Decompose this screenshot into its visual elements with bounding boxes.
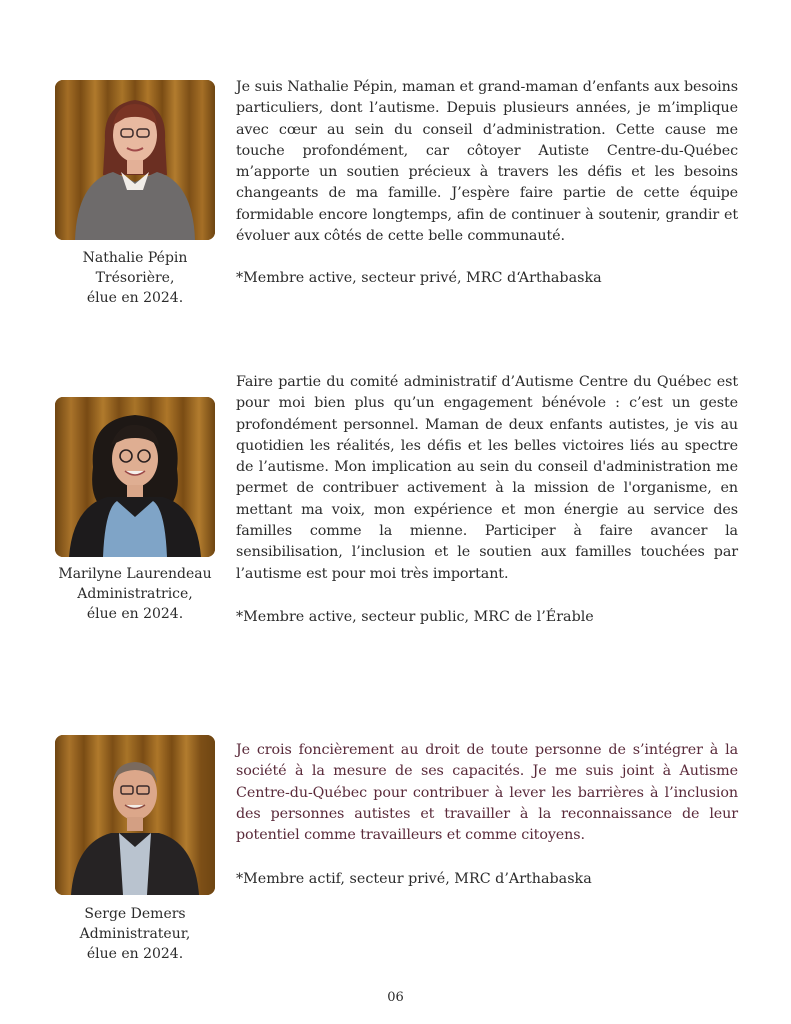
member-name: Nathalie Pépin <box>82 250 188 266</box>
member-bio: Je suis Nathalie Pépin, maman et grand-maman d’enfants aux besoins particuliers, dont l’autisme. Depuis plusieurs années, je m’implique avec cœur au sein du conseil d’administration. Cette cause me touche profondément, car côtoyer Autiste Centre-du-Québec m’apporte un soutien précieux à travers les défis et les besoins changeants de ma famille. J’espère faire partie de cette équipe formidable encore longtemps, afin de continuer à soutenir, grandir et évoluer aux côtés de cette belle communauté. <box>236 79 738 245</box>
portrait-photo-marilyne-laurendeau <box>55 397 215 557</box>
member-elected: élue en 2024. <box>86 290 184 306</box>
member-name: Serge Demers <box>84 906 186 922</box>
member-bio: Faire partie du comité administratif d’Autisme Centre du Québec est pour moi bien plus qu’un engagement bénévole : c’est un geste profondément personnel. Maman de deux enfants autistes, je vis au quotidien les réalités, les défis et les belles victoires liés au spectre de l’autisme. Mon implication au sein du conseil d'administration me permet de contribuer activement à la mission de l'organisme, en mettant ma voix, mon expérience et mon énergie au service des familles comme la mienne. Participer à faire avancer la sensibilisation, l’inclusion et le soutien aux familles touchées par l’autisme est pour moi très important. <box>236 374 738 582</box>
member-elected: élue en 2024. <box>86 946 184 962</box>
member-membership: *Membre actif, secteur privé, MRC d’Arthabaska <box>236 871 592 887</box>
member-caption <box>40 248 230 308</box>
member-name: Marilyne Laurendeau <box>58 566 212 582</box>
member-bio: Je crois foncièrement au droit de toute personne de s’intégrer à la société à la mesure de ses capacités. Je me suis joint à Autisme Centre-du-Québec pour contribuer à lever les barrières à l’inclusion des personnes autistes et travailler à la reconnaissance de leur potentiel comme travailleurs et comme citoyens. <box>236 742 738 844</box>
member-caption <box>40 564 230 624</box>
portrait-photo-serge-demers <box>55 735 215 895</box>
member-elected: élue en 2024. <box>86 606 184 622</box>
member-role: Administrateur, <box>79 926 191 942</box>
member-membership: *Membre active, secteur privé, MRC d‘Arthabaska <box>236 270 602 286</box>
member-membership: *Membre active, secteur public, MRC de l’Érable <box>236 609 594 625</box>
member-role: Administratrice, <box>77 586 193 602</box>
portrait-photo-nathalie-pepin <box>55 80 215 240</box>
page-number: 06 <box>387 990 404 1005</box>
member-caption <box>40 904 230 964</box>
member-role: Trésorière, <box>95 270 175 286</box>
